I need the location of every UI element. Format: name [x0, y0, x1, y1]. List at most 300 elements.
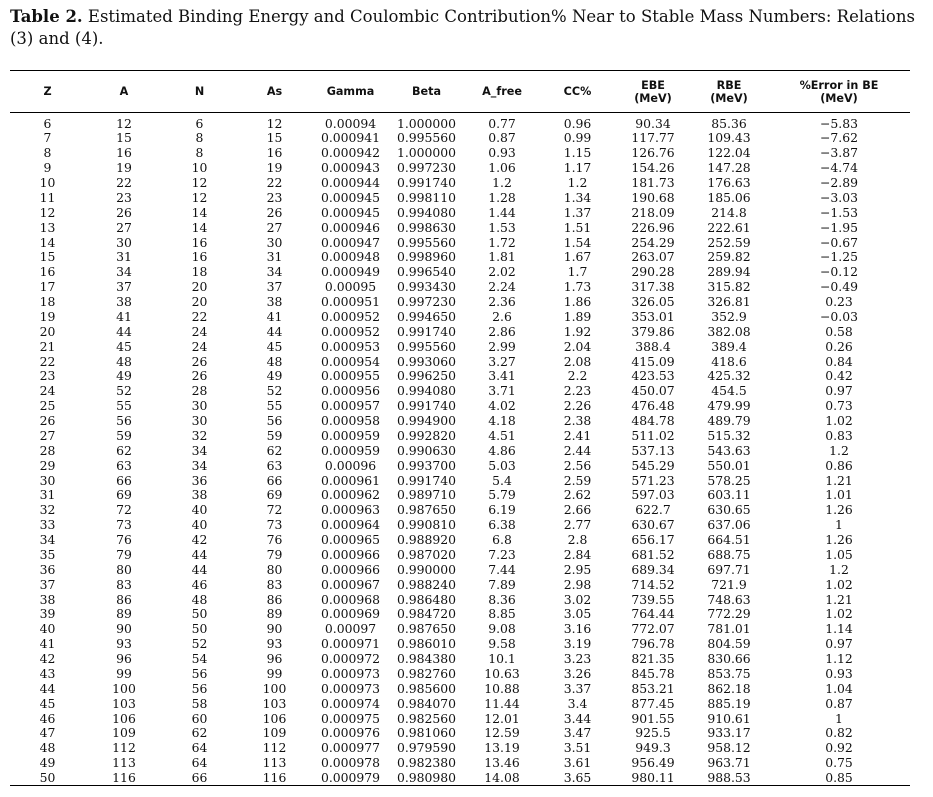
table-cell: 622.7: [635, 502, 671, 518]
table-cell: 30: [116, 234, 132, 250]
table-cell: 79: [116, 546, 132, 562]
table-cell: 2.77: [563, 517, 592, 533]
binding-energy-table: [10, 70, 910, 786]
table-cell: 79: [266, 546, 283, 562]
table-cell: 1.04: [825, 680, 853, 696]
table-cell: 0.000946: [320, 219, 381, 235]
table-cell: 76: [266, 532, 283, 548]
table-cell: 11.44: [484, 695, 520, 711]
table-cell: 656.17: [631, 532, 675, 548]
table-cell: 0.989710: [396, 487, 457, 503]
table-cell: 8: [195, 145, 204, 161]
table-cell: 126.76: [631, 145, 675, 161]
table-cell: 39: [39, 606, 56, 622]
table-cell: 86: [266, 591, 283, 607]
table-cell: 389.4: [711, 338, 747, 354]
table-cell: 0.000974: [320, 695, 381, 711]
table-cell: 45: [266, 338, 283, 354]
table-cell: 48: [266, 353, 283, 369]
table-cell: 254.29: [631, 234, 675, 250]
table-cell: 12: [266, 116, 283, 131]
table-cell: 86: [116, 591, 132, 607]
table-cell: 0.73: [825, 398, 853, 414]
table-cell: 0.000963: [320, 502, 381, 518]
table-cell: 958.12: [707, 740, 751, 756]
table-cell: 49: [266, 368, 283, 384]
table-cell: 2.02: [488, 264, 516, 280]
table-cell: 34: [266, 264, 283, 280]
table-row: [10, 429, 910, 444]
column-header-line: N: [194, 85, 205, 98]
table-cell: 16: [191, 234, 208, 250]
table-cell: 1.02: [825, 576, 853, 592]
table-cell: 425.32: [707, 368, 751, 384]
table-cell: 0.000951: [320, 294, 381, 310]
table-cell: 112: [262, 740, 287, 756]
table-cell: 0.87: [488, 130, 516, 146]
table-cell: 16: [266, 145, 283, 161]
table-cell: 0.97: [825, 636, 853, 652]
table-cell: 1.000000: [396, 145, 457, 161]
table-cell: 6.19: [488, 502, 516, 518]
table-cell: 9: [43, 160, 52, 176]
table-cell: 1.26: [825, 502, 853, 518]
table-cell: 59: [116, 427, 132, 443]
table-cell: 630.65: [707, 502, 751, 518]
table-cell: 109.43: [707, 130, 751, 146]
table-cell: 62: [116, 442, 132, 458]
table-cell: 1.34: [563, 189, 592, 205]
table-cell: 1.28: [488, 189, 516, 205]
column-header: [388, 71, 465, 113]
table-cell: 90.34: [635, 116, 671, 131]
table-row: [10, 637, 910, 652]
table-cell: 100: [262, 680, 287, 696]
table-cell: 2.98: [563, 576, 592, 592]
table-cell: 603.11: [707, 487, 751, 503]
table-row: [10, 235, 910, 250]
table-cell: 32: [39, 502, 56, 518]
table-cell: 222.61: [707, 219, 751, 235]
table-cell: 0.000966: [320, 561, 381, 577]
table-cell: 41: [266, 308, 283, 324]
table-cell: 90: [266, 621, 283, 637]
table-cell: 1.2: [829, 442, 849, 458]
table-cell: 956.49: [631, 755, 675, 771]
table-cell: 60: [191, 710, 208, 726]
table-cell: 18: [39, 294, 56, 310]
table-cell: 910.61: [707, 710, 751, 726]
table-cell: 1.89: [563, 308, 592, 324]
table-cell: 46: [191, 576, 208, 592]
table-cell: 50: [10, 771, 85, 786]
table-cell: 89: [116, 606, 132, 622]
table-cell: 379.86: [631, 323, 675, 339]
table-cell: 45: [116, 338, 132, 354]
table-cell: 38: [39, 591, 56, 607]
column-header-line: EBE: [641, 78, 665, 92]
table-cell: 14.08: [465, 771, 539, 786]
table-cell: 3.71: [488, 383, 516, 399]
table-cell: 103: [262, 695, 287, 711]
table-cell: 31: [266, 249, 283, 265]
table-cell: 0.23: [825, 294, 853, 310]
table-cell: 10: [39, 175, 56, 191]
table-cell: 0.000941: [320, 130, 381, 146]
table-cell: 781.01: [707, 621, 751, 637]
table-row: [10, 473, 910, 488]
table-cell: 2.41: [563, 427, 592, 443]
table-cell: 4.51: [488, 427, 516, 443]
table-cell: 804.59: [707, 636, 751, 652]
table-cell: 0.000964: [320, 517, 381, 533]
table-cell: 12: [191, 175, 208, 191]
table-cell: 0.58: [825, 323, 853, 339]
table-cell: 5.4: [492, 472, 512, 488]
table-cell: 0.000973: [320, 680, 381, 696]
table-cell: 93: [116, 636, 132, 652]
table-cell: 31: [39, 487, 56, 503]
table-cell: 688.75: [707, 546, 751, 562]
table-cell: 0.000958: [320, 413, 381, 429]
table-cell: 15: [266, 130, 283, 146]
table-cell: 0.000944: [320, 175, 381, 191]
table-cell: 0.987650: [396, 621, 457, 637]
table-cell: 1.44: [488, 204, 516, 220]
column-header: [539, 71, 616, 113]
table-cell: 2.26: [563, 398, 592, 414]
table-row: [10, 548, 910, 563]
table-cell: 1.14: [825, 621, 853, 637]
table-cell: 56: [191, 680, 208, 696]
table-cell: 24: [191, 338, 208, 354]
table-cell: 263.07: [631, 249, 675, 265]
table-cell: 28: [39, 442, 56, 458]
table-cell: 714.52: [631, 576, 675, 592]
table-cell: 64: [191, 755, 208, 771]
table-cell: 1.2: [567, 175, 588, 191]
table-cell: 3.44: [563, 710, 592, 726]
table-row: [10, 756, 910, 771]
table-row: [10, 414, 910, 429]
table-cell: 32: [191, 427, 208, 443]
table-cell: 739.55: [631, 591, 675, 607]
table-cell: 571.23: [631, 472, 675, 488]
table-cell: 0.995560: [396, 234, 457, 250]
table-cell: 2.36: [488, 294, 516, 310]
table-cell: 0.97: [825, 383, 853, 399]
table-cell: 4.18: [488, 413, 516, 429]
table-cell: 0.996540: [396, 264, 457, 280]
table-row: [10, 533, 910, 548]
table-cell: 113: [112, 755, 136, 771]
column-header-line: A: [119, 85, 129, 98]
table-cell: 20: [191, 279, 208, 295]
table-cell: 2.56: [563, 457, 592, 473]
table-cell: 48: [191, 591, 208, 607]
table-cell: 17: [39, 279, 56, 295]
table-cell: 6: [43, 116, 52, 131]
table-cell: 0.000962: [320, 487, 381, 503]
table-cell: 106: [262, 710, 287, 726]
table-cell: 41: [116, 308, 132, 324]
table-cell: 52: [191, 636, 208, 652]
table-row: [10, 324, 910, 339]
column-header-line: CC%: [563, 85, 592, 98]
table-cell: 0.997230: [396, 294, 457, 310]
table-cell: 50: [191, 621, 208, 637]
table-cell: 30: [39, 472, 56, 488]
table-cell: 2.24: [488, 279, 516, 295]
table-cell: 80: [266, 561, 283, 577]
table-cell: 14: [191, 204, 208, 220]
table-cell: 28: [191, 383, 208, 399]
table-caption: [10, 6, 920, 50]
table-cell: 42: [39, 651, 56, 667]
table-cell: 38: [266, 294, 283, 310]
table-cell: 80: [116, 561, 132, 577]
table-cell: 0.000978: [320, 755, 381, 771]
table-cell: 0.00094: [324, 116, 377, 131]
caption-text: Estimated Binding Energy and Coulombic Contribution% Near to Stable Mass Numbers: Relations (3) and (4).: [10, 7, 915, 48]
table-cell: 3.16: [563, 621, 592, 637]
table-cell: 181.73: [631, 175, 675, 191]
table-cell: 89: [266, 606, 283, 622]
table-cell: 0.986480: [396, 591, 457, 607]
table-cell: 3.37: [563, 680, 592, 696]
table-cell: 0.93: [488, 145, 516, 161]
table-cell: 62: [191, 725, 208, 741]
table-row: [10, 681, 910, 696]
table-cell: 0.979590: [396, 740, 457, 756]
table-cell: 1.17: [563, 160, 592, 176]
table-cell: 22: [191, 308, 208, 324]
table-cell: 0.000961: [320, 472, 381, 488]
table-cell: 1.21: [825, 591, 853, 607]
table-header: [10, 71, 910, 113]
table-cell: 0.42: [825, 368, 853, 384]
table-cell: 0.994080: [396, 383, 457, 399]
table-cell: 33: [39, 517, 56, 533]
table-cell: 38: [191, 487, 208, 503]
table-cell: 290.28: [631, 264, 675, 280]
table-cell: 2.6: [492, 308, 512, 324]
table-cell: 5.79: [488, 487, 516, 503]
table-cell: 0.000976: [320, 725, 381, 741]
table-row: [10, 652, 910, 667]
table-cell: 27: [266, 219, 283, 235]
table-cell: 47: [39, 725, 56, 741]
table-cell: 23: [39, 368, 56, 384]
table-cell: 0.988920: [396, 532, 457, 548]
table-cell: 0.000943: [320, 160, 381, 176]
table-cell: 12.01: [484, 710, 520, 726]
table-row: [10, 146, 910, 161]
table-cell: 0.000953: [320, 338, 381, 354]
table-cell: 479.99: [707, 398, 751, 414]
table-cell: 353.01: [631, 308, 675, 324]
table-row: [10, 562, 910, 577]
table-cell: 0.982560: [396, 710, 457, 726]
table-row: [10, 592, 910, 607]
table-cell: −0.49: [820, 279, 858, 295]
table-cell: 6.8: [492, 532, 512, 548]
table-cell: 630.67: [631, 517, 675, 533]
table-cell: 550.01: [707, 457, 751, 473]
table-cell: 454.5: [711, 383, 747, 399]
table-cell: 34: [39, 532, 56, 548]
table-cell: 845.78: [631, 665, 675, 681]
table-cell: 0.77: [488, 116, 516, 131]
column-header: [163, 71, 236, 113]
table-cell: 537.13: [631, 442, 675, 458]
table-cell: 109: [262, 725, 287, 741]
table-cell: 0.82: [825, 725, 853, 741]
table-cell: 0.996250: [396, 368, 457, 384]
table-cell: 7.44: [488, 561, 516, 577]
column-header: [236, 71, 313, 113]
table-cell: 0.000955: [320, 368, 381, 384]
table-cell: 63: [116, 457, 132, 473]
table-cell: 18: [191, 264, 208, 280]
table-cell: 8.36: [488, 591, 516, 607]
table-cell: 0.000952: [320, 323, 381, 339]
table-cell: −1.95: [820, 219, 858, 235]
table-cell: 2.59: [563, 472, 592, 488]
table-cell: 72: [116, 502, 132, 518]
table-cell: 14: [39, 234, 56, 250]
table-cell: 6.38: [488, 517, 516, 533]
table-cell: 122.04: [707, 145, 751, 161]
table-cell: −5.83: [820, 116, 858, 131]
table-cell: 52: [266, 383, 283, 399]
table-row: [10, 577, 910, 592]
table-cell: 16: [116, 145, 132, 161]
table-row: [10, 399, 910, 414]
column-header-line: As: [266, 85, 283, 98]
table-cell: 476.48: [631, 398, 675, 414]
table-cell: 22: [39, 353, 56, 369]
table-cell: 37: [266, 279, 283, 295]
table-cell: 2.99: [488, 338, 516, 354]
table-cell: 988.53: [690, 771, 768, 786]
table-cell: 326.05: [631, 294, 675, 310]
table-cell: 0.993060: [396, 353, 457, 369]
table-cell: 31: [116, 249, 132, 265]
header-row: [10, 71, 910, 113]
table-cell: 10.88: [484, 680, 520, 696]
column-header-line: Z: [43, 85, 52, 98]
table-cell: 73: [266, 517, 283, 533]
table-cell: 0.000942: [320, 145, 381, 161]
table-cell: 352.9: [711, 308, 747, 324]
table-row: [10, 667, 910, 682]
table-cell: 853.21: [631, 680, 675, 696]
table-cell: 10.1: [488, 651, 516, 667]
table-cell: 862.18: [707, 680, 751, 696]
table-cell: 0.987020: [396, 546, 457, 562]
table-row: [10, 384, 910, 399]
table-row: [10, 339, 910, 354]
table-cell: 2.8: [567, 532, 588, 548]
table-row: [10, 503, 910, 518]
table-row: [10, 741, 910, 756]
table-row: [10, 205, 910, 220]
table-cell: 1.21: [825, 472, 853, 488]
table-cell: 154.26: [631, 160, 675, 176]
table-cell: 14: [191, 219, 208, 235]
table-cell: 0.000959: [320, 442, 381, 458]
table-cell: 0.26: [825, 338, 853, 354]
table-row: [10, 131, 910, 146]
table-cell: 0.000969: [320, 606, 381, 622]
table-cell: 112: [112, 740, 136, 756]
table-cell: 326.81: [707, 294, 751, 310]
table-cell: 15: [39, 249, 56, 265]
table-cell: 93: [266, 636, 283, 652]
column-header-line: Gamma: [326, 85, 375, 98]
table-cell: 0.994650: [396, 308, 457, 324]
table-cell: 963.71: [707, 755, 751, 771]
table-cell: 226.96: [631, 219, 675, 235]
table-cell: −0.12: [820, 264, 858, 280]
table-cell: 56: [266, 413, 283, 429]
table-cell: 72: [266, 502, 283, 518]
table-cell: 0.86: [825, 457, 853, 473]
table-cell: 0.000972: [320, 651, 381, 667]
table-cell: 901.55: [631, 710, 675, 726]
table-cell: 52: [116, 383, 132, 399]
table-cell: 64: [191, 740, 208, 756]
table-cell: 3.02: [563, 591, 592, 607]
table-cell: 25: [39, 398, 56, 414]
table-cell: 0.984720: [396, 606, 457, 622]
table-cell: 40: [191, 502, 208, 518]
table-cell: −4.74: [820, 160, 858, 176]
table-row: [10, 191, 910, 206]
table-cell: 637.06: [707, 517, 751, 533]
table-cell: 796.78: [631, 636, 675, 652]
table-cell: 0.92: [825, 740, 853, 756]
table-cell: 821.35: [631, 651, 675, 667]
table-cell: 0.00096: [324, 457, 377, 473]
table-cell: 853.75: [707, 665, 751, 681]
table-cell: 4.86: [488, 442, 516, 458]
table-cell: 0.00097: [324, 621, 377, 637]
column-header: [465, 71, 539, 113]
table-row: [10, 622, 910, 637]
table-cell: 56: [116, 413, 132, 429]
table-cell: 8: [195, 130, 204, 146]
table-cell: 0.000977: [320, 740, 381, 756]
column-header-line: (MeV): [820, 91, 858, 105]
table-cell: 0.83: [825, 427, 853, 443]
table-cell: 543.63: [707, 442, 751, 458]
table-cell: 43: [39, 665, 56, 681]
table-cell: 0.990810: [396, 517, 457, 533]
table-cell: 0.000971: [320, 636, 381, 652]
table-cell: 66: [116, 472, 132, 488]
table-cell: 24: [191, 323, 208, 339]
table-cell: 0.000967: [320, 576, 381, 592]
column-header-line: (MeV): [710, 91, 748, 105]
table-cell: 36: [39, 561, 56, 577]
table-row: [10, 696, 910, 711]
table-cell: 0.982760: [396, 665, 457, 681]
table-cell: −7.62: [820, 130, 858, 146]
column-header: [616, 71, 690, 113]
table-cell: 2.95: [563, 561, 592, 577]
